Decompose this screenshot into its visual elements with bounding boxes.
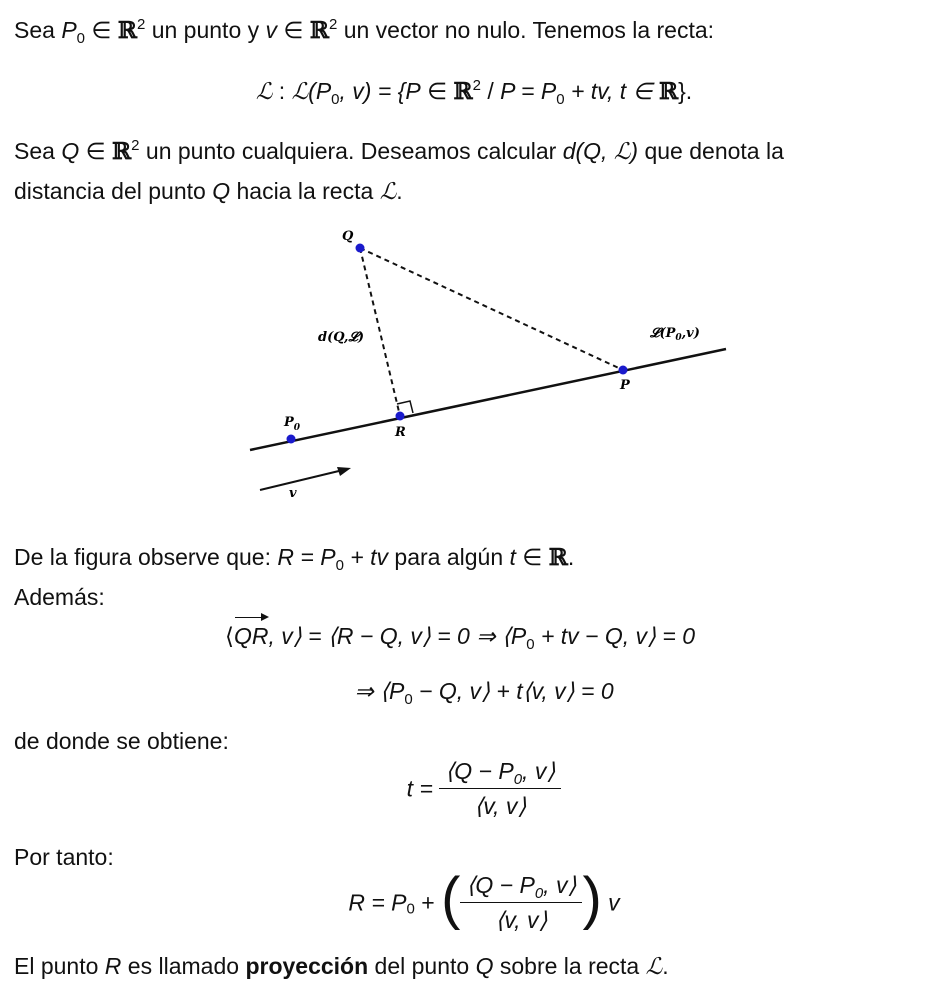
point-P xyxy=(619,366,628,375)
vector-v-arrowhead xyxy=(337,467,351,476)
superscript: 2 xyxy=(472,77,481,94)
subscript: 0 xyxy=(335,557,344,574)
text: . xyxy=(396,178,403,204)
text: ⟨ xyxy=(224,623,234,649)
subscript: 0 xyxy=(331,91,340,108)
line-L xyxy=(250,349,726,450)
in-symbol: ∈ xyxy=(277,17,310,43)
math-Q: Q xyxy=(61,138,80,164)
numerator: ⟨Q − $P_0$, v⟩ xyxy=(460,870,582,903)
label-P0: $P_0$ xyxy=(284,415,301,433)
equation-t xyxy=(10,756,948,821)
text: un punto y xyxy=(145,17,266,43)
text: distancia del punto xyxy=(14,178,213,204)
equation-R xyxy=(10,865,948,935)
sea-q-line-2 xyxy=(14,177,403,206)
text: hacia la recta xyxy=(230,178,380,204)
text: + xyxy=(414,889,442,916)
point-R xyxy=(396,412,405,421)
text: un vector no nulo. Tenemos la recta: xyxy=(337,17,715,43)
text: que denota la xyxy=(638,138,784,164)
math-t: t xyxy=(509,544,516,570)
fraction xyxy=(439,756,561,821)
equation-1 xyxy=(0,621,934,651)
math-P: P xyxy=(405,78,421,104)
text: . xyxy=(567,544,575,570)
label-v: v xyxy=(289,486,297,501)
segment-QP xyxy=(360,248,623,370)
subscript: 0 xyxy=(404,691,413,708)
fraction xyxy=(460,870,582,935)
reals-symbol: ℝ xyxy=(658,78,679,105)
projection-figure xyxy=(0,220,948,510)
text: R = P xyxy=(348,889,407,916)
subscript: 0 xyxy=(526,636,535,653)
numerator: ⟨Q − $P_0$, v⟩ xyxy=(439,756,561,789)
math-L: ℒ xyxy=(613,139,631,165)
label-P: P xyxy=(620,378,630,393)
in-symbol: ∈ xyxy=(85,17,118,43)
right-paren: ) xyxy=(582,865,602,931)
math-Q: Q xyxy=(212,178,231,204)
equation-2 xyxy=(10,676,948,706)
text: El punto xyxy=(14,953,105,979)
superscript: 2 xyxy=(131,137,140,154)
vector-v-shaft xyxy=(260,470,343,490)
dedonde-line: de donde se obtiene: xyxy=(14,728,229,754)
denominator: ⟨v, v⟩ xyxy=(474,793,527,819)
text: ⇒ ⟨P xyxy=(354,678,405,704)
text: P = P xyxy=(500,78,557,104)
text: Sea xyxy=(14,138,62,164)
math-Q: Q xyxy=(475,953,494,979)
reals-symbol: ℝ xyxy=(309,17,329,44)
point-Q xyxy=(356,244,365,253)
math-L: ℒ xyxy=(255,79,273,105)
ademas-line: Además: xyxy=(14,584,105,610)
in-symbol: ∈ xyxy=(420,78,454,104)
superscript: 2 xyxy=(136,16,146,33)
reals-symbol: ℝ xyxy=(112,138,132,165)
text: ) xyxy=(630,138,639,164)
math-L: ℒ xyxy=(645,954,663,980)
observe-line xyxy=(14,543,574,572)
text: Sea xyxy=(14,17,62,43)
math-P0: P xyxy=(61,17,77,43)
text: + tv − Q, v⟩ = 0 xyxy=(534,623,696,649)
reals-symbol: ℝ xyxy=(548,544,568,571)
point-P0 xyxy=(287,435,296,444)
text: + tv, t ∈ xyxy=(564,78,659,104)
text: para algún xyxy=(388,544,510,570)
segment-QR xyxy=(360,248,400,416)
superscript: 2 xyxy=(328,16,338,33)
text: }. xyxy=(678,78,693,104)
math-v: v xyxy=(265,17,278,43)
text: (P xyxy=(308,78,332,104)
text: + tv xyxy=(343,544,389,570)
text: v xyxy=(601,889,620,916)
text: . xyxy=(662,953,669,979)
text: t = xyxy=(406,775,440,802)
subscript: 0 xyxy=(76,30,86,47)
label-R: R xyxy=(395,425,406,440)
math-L: ℒ xyxy=(379,179,397,205)
portanto-line: Por tanto: xyxy=(14,844,114,870)
in-symbol: ∈ xyxy=(79,138,113,164)
math-d: d(Q, xyxy=(562,138,614,164)
text: / xyxy=(481,78,501,104)
text: , v⟩ = ⟨R − Q, v⟩ = 0 ⇒ ⟨P xyxy=(268,623,527,649)
bold-term: proyección xyxy=(245,953,369,979)
text: es llamado xyxy=(121,953,246,979)
intro-paragraph xyxy=(14,16,714,45)
in-symbol: ∈ xyxy=(515,544,549,570)
left-paren: ( xyxy=(441,865,461,931)
text: : xyxy=(272,78,292,104)
label-distance: d(Q,𝓛) xyxy=(318,330,365,345)
final-line xyxy=(14,952,669,981)
sea-q-line-1 xyxy=(14,137,784,166)
text: del punto xyxy=(368,953,476,979)
denominator: ⟨v, v⟩ xyxy=(495,907,548,933)
text: De la figura observe que: xyxy=(14,544,278,570)
label-Q: Q xyxy=(342,229,354,244)
text: − Q, v⟩ + t⟨v, v⟩ = 0 xyxy=(412,678,614,704)
reals-symbol: ℝ xyxy=(453,78,473,105)
subscript: 0 xyxy=(406,900,415,918)
label-line-L: $𝓛(P_0,v)$ xyxy=(650,326,700,343)
subscript: 0 xyxy=(556,91,565,108)
text: sobre la recta xyxy=(493,953,646,979)
math-L: ℒ xyxy=(291,79,309,105)
text: un punto cualquiera. Deseamos calcular xyxy=(139,138,563,164)
math-R: R = P xyxy=(277,544,336,570)
reals-symbol: ℝ xyxy=(117,17,137,44)
math-R: R xyxy=(104,953,122,979)
right-angle-marker xyxy=(397,401,413,413)
vector-QR: QR xyxy=(233,623,269,649)
line-definition-equation xyxy=(0,76,948,107)
text: , v) = { xyxy=(339,78,406,104)
